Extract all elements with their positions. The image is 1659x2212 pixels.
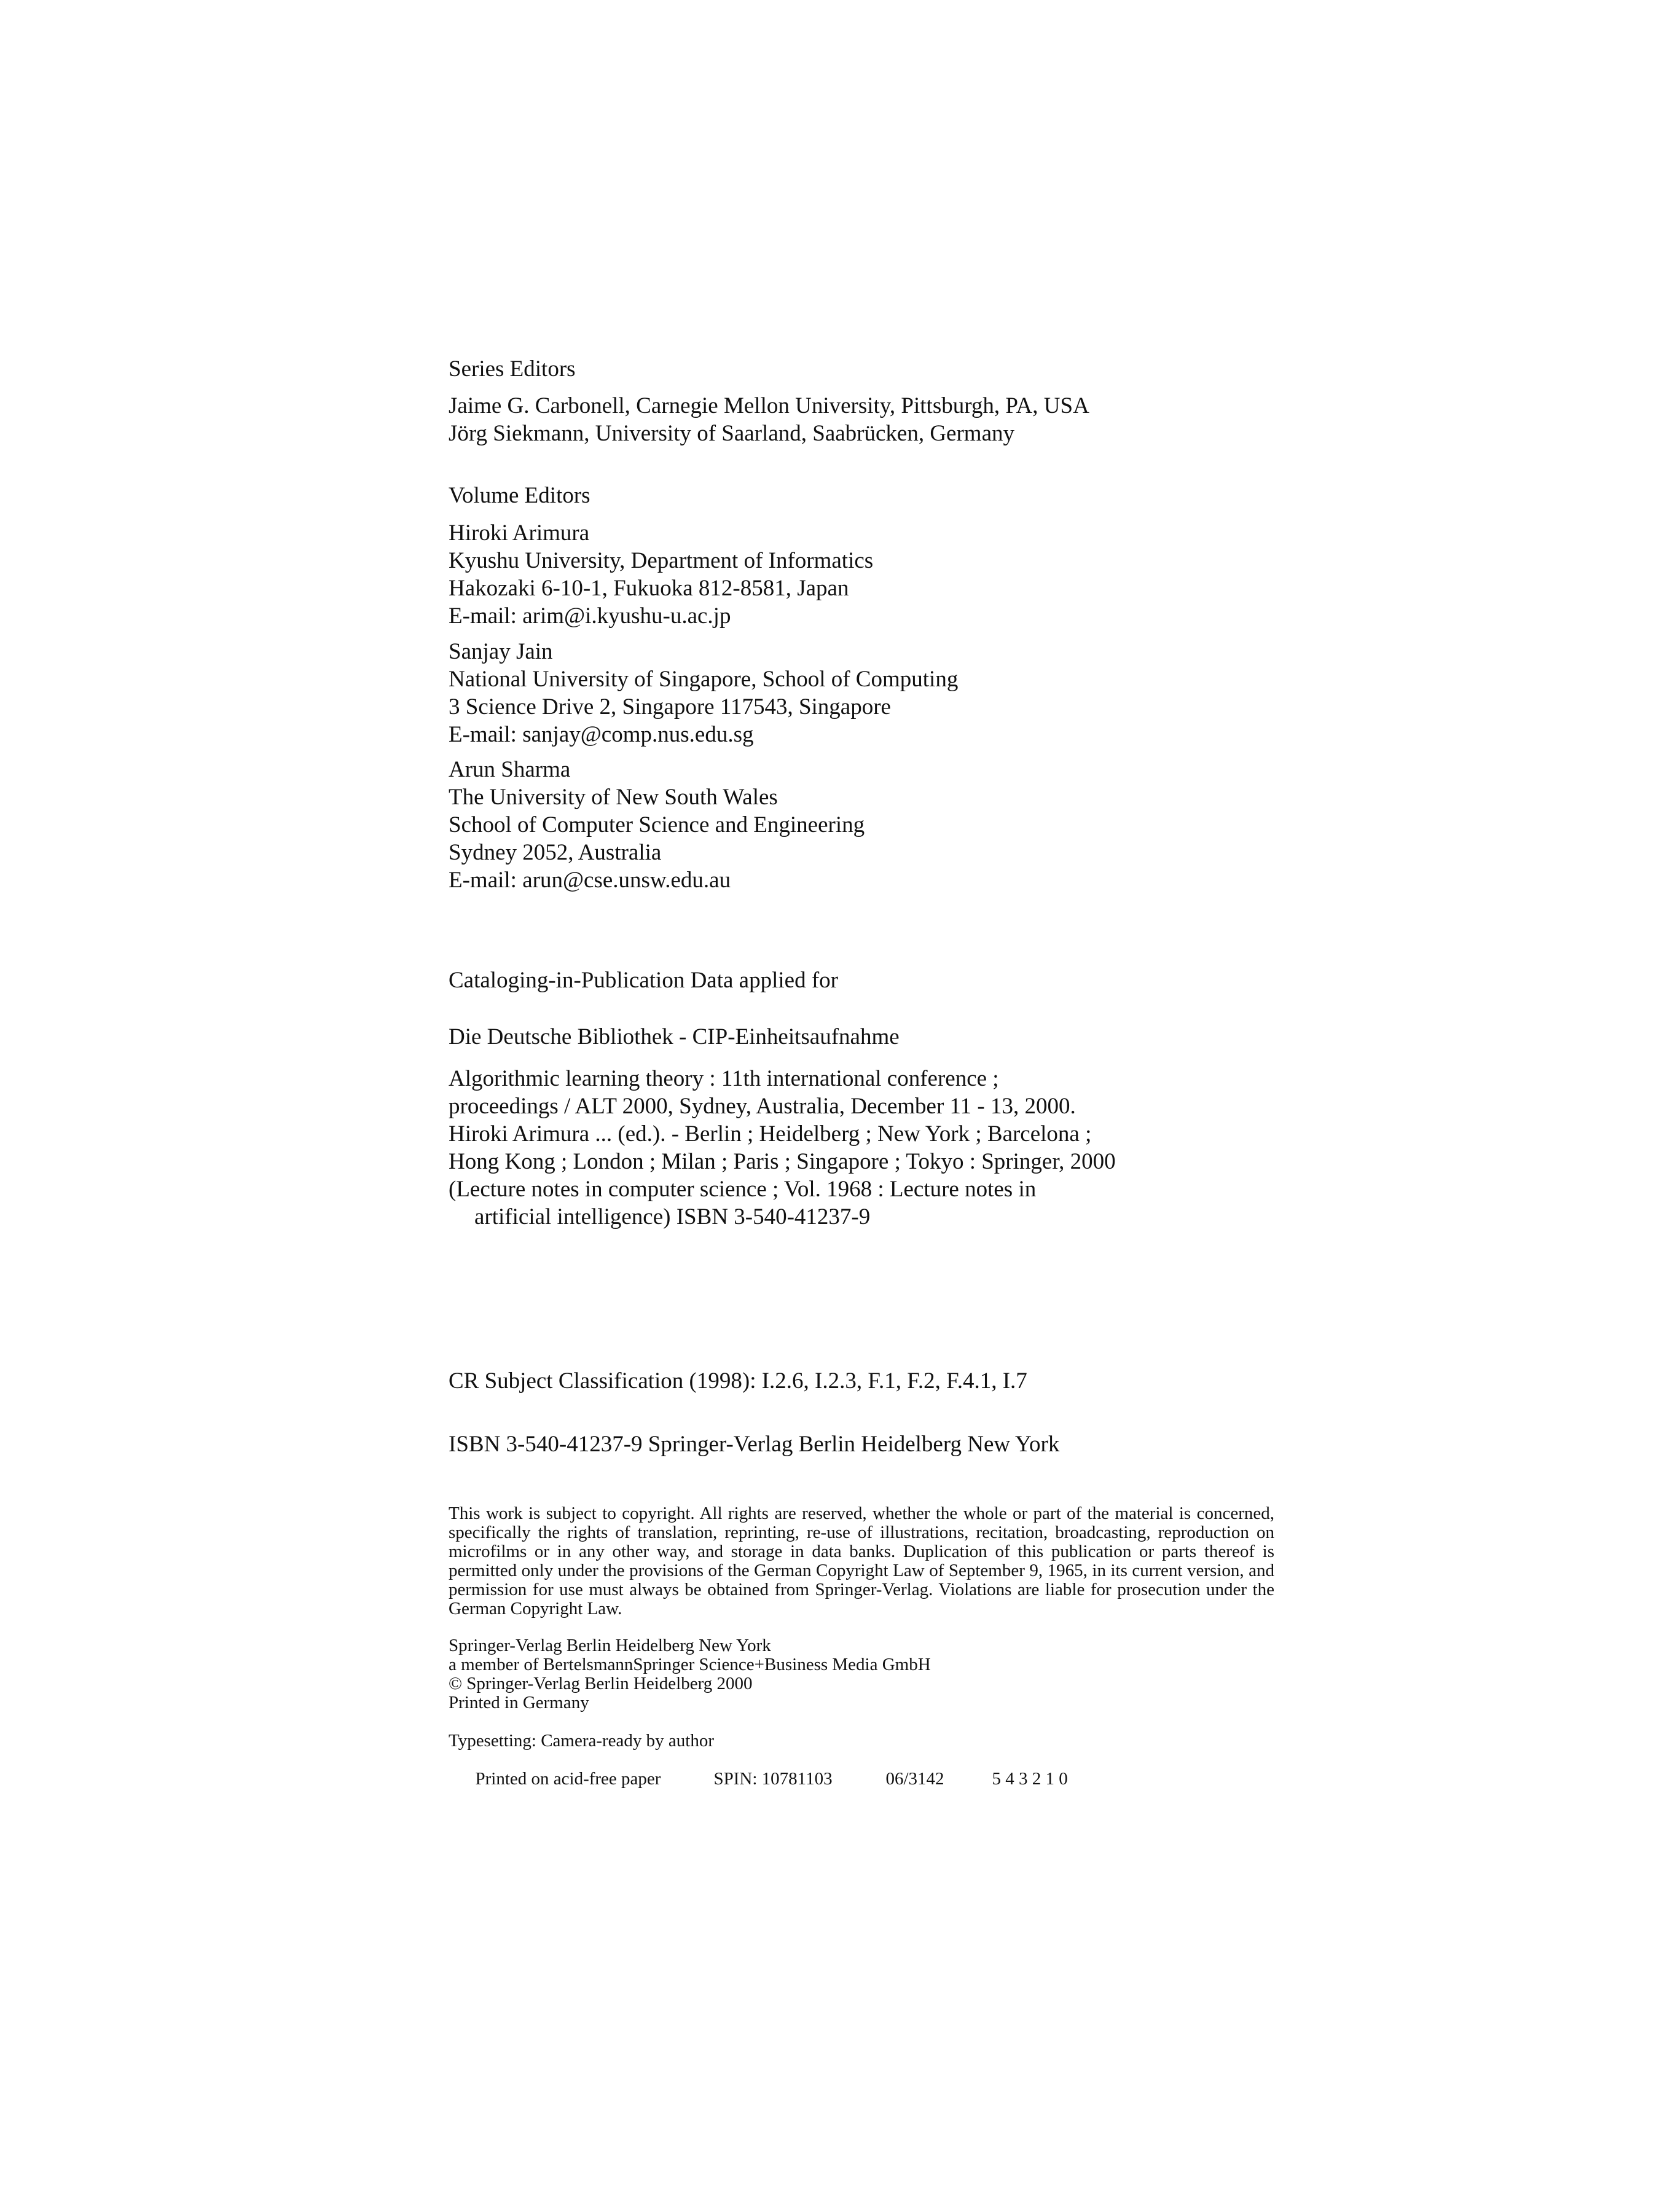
editor-address: Hakozaki 6-10-1, Fukuoka 812-8581, Japan: [449, 576, 849, 601]
volume-editor-jain: [449, 638, 958, 748]
publisher-line: Springer-Verlag Berlin Heidelberg New York: [449, 1636, 771, 1655]
typesetting-line: Typesetting: Camera-ready by author: [449, 1731, 715, 1751]
editor-address: Sydney 2052, Australia: [449, 840, 662, 865]
classification-text: CR Subject Classification (1998): I.2.6, I.2.3, F.1, F.2, F.4.1, I.7: [449, 1368, 1027, 1394]
printing-details-row: [449, 1751, 1068, 1808]
volume-editor-sharma: [449, 756, 865, 894]
copyright-notice-text: This work is subject to copyright. All rights are reserved, whether the whole or part of the material is concerned, specifically the rights of translation, reprinting, re-use of illustrations, recitation, broadcasting, reproduction on microfilms or in any other way, and storage in data banks. Duplication of this publication or parts thereof is permitted only under the provisions of the German Copyright Law of September 9, 1965, in its current version, and permission for use must always be obtained from Springer-Verlag. Violations are liable for prosecution under the German Copyright Law.: [449, 1504, 1274, 1618]
isbn-line: [449, 1430, 1059, 1458]
cip-line: proceedings / ALT 2000, Sydney, Australia, December 11 - 13, 2000.: [449, 1094, 1076, 1119]
editor-email: E-mail: arim@i.kyushu-u.ac.jp: [449, 603, 731, 629]
cip-line-indented: artificial intelligence) ISBN 3-540-41237-9: [474, 1204, 871, 1230]
series-editors-list: [449, 392, 1089, 447]
editor-department: School of Computer Science and Engineering: [449, 812, 865, 837]
editor-name: Sanjay Jain: [449, 639, 553, 664]
publisher-line: © Springer-Verlag Berlin Heidelberg 2000: [449, 1674, 753, 1693]
editor-affiliation: Kyushu University, Department of Informatics: [449, 548, 874, 573]
cip-line: (Lecture notes in computer science ; Vol. 1968 : Lecture notes in: [449, 1177, 1037, 1202]
cip-line: Hiroki Arimura ... (ed.). - Berlin ; Heidelberg ; New York ; Barcelona ;: [449, 1121, 1092, 1147]
series-editor-line: Jaime G. Carbonell, Carnegie Mellon University, Pittsburgh, PA, USA: [449, 393, 1089, 418]
print-run-numbers: 5 4 3 2 1 0: [992, 1769, 1068, 1789]
cip-record: [449, 1065, 1116, 1231]
editor-affiliation: The University of New South Wales: [449, 785, 778, 810]
code-text: 06/3142: [885, 1769, 944, 1789]
publisher-line: Printed in Germany: [449, 1693, 589, 1712]
volume-editors-section: [449, 482, 590, 509]
cip-bibliothek: [449, 1023, 900, 1051]
cip-line: Hong Kong ; London ; Milan ; Paris ; Singapore ; Tokyo : Springer, 2000: [449, 1149, 1116, 1174]
paper-text: Printed on acid-free paper: [475, 1769, 661, 1789]
editor-email: E-mail: arun@cse.unsw.edu.au: [449, 868, 731, 893]
cr-classification: [449, 1367, 1027, 1395]
series-editor-line: Jörg Siekmann, University of Saarland, Saabrücken, Germany: [449, 421, 1015, 446]
publisher-line: a member of BertelsmannSpringer Science+Business Media GmbH: [449, 1655, 931, 1674]
cip-applied-text: Cataloging-in-Publication Data applied for: [449, 968, 838, 993]
editor-email: E-mail: sanjay@comp.nus.edu.sg: [449, 722, 754, 747]
cip-bibliothek-text: Die Deutsche Bibliothek - CIP-Einheitsaufnahme: [449, 1024, 900, 1049]
editor-name: Hiroki Arimura: [449, 520, 590, 546]
series-editors-heading: Series Editors: [449, 356, 576, 382]
editor-address: 3 Science Drive 2, Singapore 117543, Singapore: [449, 694, 891, 720]
editor-name: Arun Sharma: [449, 757, 571, 782]
series-editors-section: [449, 355, 576, 383]
cip-applied: [449, 967, 838, 994]
printing-block: [449, 1732, 1068, 1808]
volume-editors-heading: Volume Editors: [449, 483, 590, 508]
publisher-block: [449, 1636, 931, 1712]
volume-editor-arimura: [449, 519, 873, 630]
editor-affiliation: National University of Singapore, School of Computing: [449, 667, 959, 692]
cip-line: Algorithmic learning theory : 11th international conference ;: [449, 1066, 999, 1091]
spin-text: SPIN: 10781103: [713, 1769, 833, 1789]
copyright-notice: [449, 1504, 1274, 1618]
isbn-text: ISBN 3-540-41237-9 Springer-Verlag Berlin Heidelberg New York: [449, 1432, 1060, 1457]
